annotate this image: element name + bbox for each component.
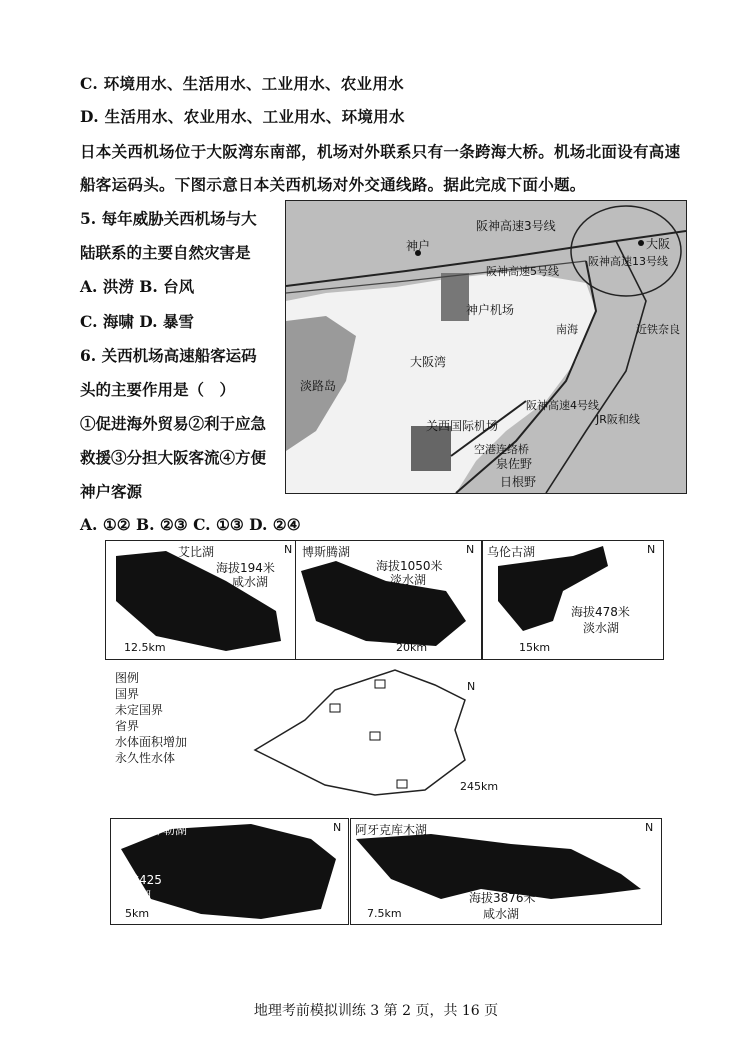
lake-aqikkol-altitude: 海拔425 [115,873,162,887]
label-kintetsu: 近铁奈良 [636,323,680,336]
label-awaji: 淡路岛 [300,379,337,393]
q6-stem-2: 头的主要作用是（ ） [80,380,236,399]
lake-aqikkol-type: 咸水湖 [115,889,152,903]
q5-options-ab: A. 洪涝 B. 台风 [80,277,195,296]
kobe-airport-island [441,273,469,321]
q5-stem-1: 5. 每年威胁关西机场与大 [80,209,257,228]
north-arrow-icon: N [466,543,475,556]
option-c-previous: C. 环境用水、生活用水、工业用水、农业用水 [80,74,404,93]
lake-aqikkol-name: 阿其克库勒湖 [115,823,188,837]
lake-inset-ulungur [482,540,664,660]
lake-bosten-scale: 20km [396,641,428,654]
lake-aibi-name: 艾比湖 [178,545,215,559]
q5-options-cd: C. 海啸 D. 暴雪 [80,312,194,331]
north-arrow-icon: N [284,543,293,556]
label-hanshin-5: 阪神高速5号线 [486,265,559,278]
q5-stem-2: 陆联系的主要自然灾害是 [80,243,251,262]
lake-inset-aqikkol [110,818,349,925]
lake-bosten-altitude: 海拔1050米 [376,559,443,573]
main-map-scale: 245km [460,780,499,793]
label-linkline: 空港连络桥 [474,443,529,456]
north-arrow-icon: N [645,821,654,834]
lake-aibi-scale: 12.5km [124,641,166,654]
label-hanshin-3: 阪神高速3号线 [476,219,556,233]
north-arrow-icon: N [467,680,476,693]
legend-item-water-increase: 水体面积增加 [115,735,188,749]
label-kansai-airport: 关西国际机场 [426,419,499,433]
label-izumisano: 泉佐野 [496,457,533,471]
label-hanshin-13: 阪神高速13号线 [588,255,668,268]
label-hanshin-4: 阪神高速4号线 [526,399,599,412]
label-nankai: 南海 [556,323,578,336]
q6-options: A. ①② B. ②③ C. ①③ D. ②④ [80,515,301,534]
intro-line-2: 船客运码头。下图示意日本关西机场对外交通线路。据此完成下面小题。 [80,175,586,194]
lake-aqikkol-scale: 5km [125,907,150,920]
lake-aibi-altitude: 海拔194米 [216,561,275,575]
legend-item-province-border: 省界 [115,719,140,733]
lake-ayakum-name: 阿牙克库木湖 [355,823,428,837]
lake-aibi-type: 咸水湖 [232,575,269,589]
label-hineno: 日根野 [500,475,537,489]
lake-ulungur-name: 乌伦古湖 [487,545,536,559]
north-arrow-icon: N [647,543,656,556]
lake-ayakum-type: 咸水湖 [483,907,520,921]
label-osaka: 大阪 [646,237,671,251]
legend [115,670,187,766]
q6-stem-1: 6. 关西机场高速船客运码 [80,346,257,365]
q6-items-1: ①促进海外贸易②利于应急 [80,414,267,433]
xinjiang-outline [255,670,465,795]
lake-inset-bosten [295,540,482,660]
lake-inset-aibi [105,540,297,660]
label-kobe-airport: 神户机场 [466,303,515,317]
legend-item-undetermined-border: 未定国界 [115,703,164,717]
osaka-bay-map [285,200,687,494]
page-footer: 地理考前模拟训练 3 第 2 页，共 16 页 [253,1003,499,1019]
option-d-previous: D. 生活用水、农业用水、工业用水、环境用水 [80,107,405,126]
intro-line-1: 日本关西机场位于大阪湾东南部，机场对外联系只有一条跨海大桥。机场北面设有高速 [80,142,681,161]
legend-item-permanent-water: 永久性水体 [115,751,176,765]
lake-ayakum-altitude: 海拔3876米 [469,891,536,905]
legend-item-border: 国界 [115,687,140,701]
lake-bosten-type: 淡水湖 [390,573,427,587]
lake-bosten-name: 博斯腾湖 [302,545,351,559]
legend-title: 图例 [115,671,140,685]
north-arrow-icon: N [333,821,342,834]
label-jr-line: JR阪和线 [596,413,640,426]
lake-inset-ayakum [350,818,662,925]
lake-ulungur-altitude: 海拔478米 [571,605,630,619]
lake-ayakum-scale: 7.5km [367,907,402,920]
xinjiang-main-map [105,660,660,815]
lake-ulungur-type: 淡水湖 [583,621,620,635]
label-osaka-bay: 大阪湾 [410,355,447,369]
q6-items-3: 神户客源 [80,482,143,501]
label-kobe: 神户 [406,239,431,253]
q6-items-2: 救援③分担大阪客流④方便 [80,448,267,467]
lake-ulungur-scale: 15km [519,641,551,654]
